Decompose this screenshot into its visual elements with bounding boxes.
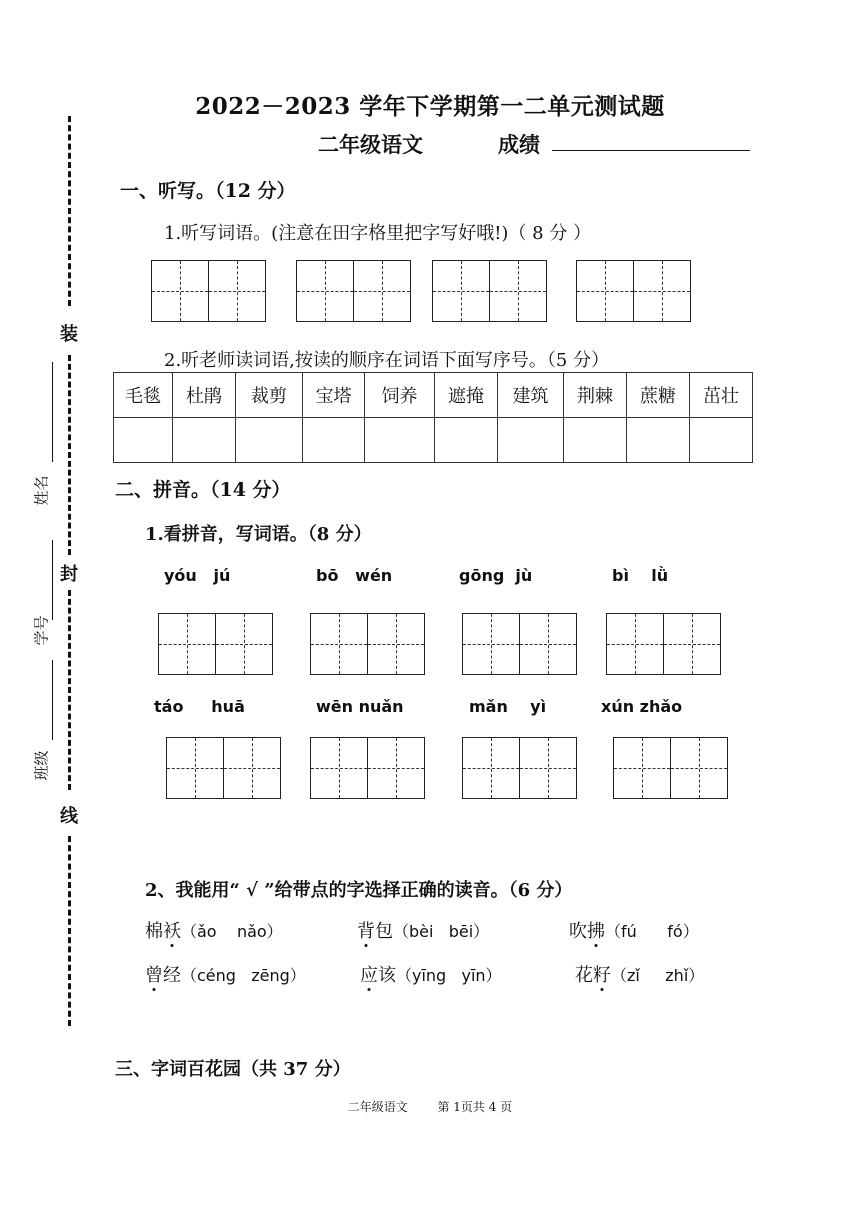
reading-options: （fú fó） (605, 922, 699, 941)
section2-q1: 1.看拼音，写词语。（8 分） (145, 524, 372, 545)
word-cell: 杜鹃 (173, 373, 236, 418)
reading-choice[interactable]: 吹拂（fú fó） (569, 917, 699, 943)
binding-dashes-top (68, 116, 71, 306)
name-field-label: 姓名 (32, 475, 51, 506)
word-cell: 毛毯 (114, 373, 173, 418)
dotted-char: 应 (360, 961, 378, 987)
pinyin-label: gōng jù (459, 566, 533, 585)
score-blank[interactable] (552, 150, 750, 151)
pinyin-grid-5[interactable] (166, 737, 281, 799)
word-cell: 裁剪 (236, 373, 303, 418)
word-cell: 宝塔 (303, 373, 365, 418)
name-write-line[interactable] (52, 362, 53, 462)
order-answer-cell[interactable] (303, 418, 365, 463)
dotted-char: 曾 (145, 961, 163, 987)
order-answer-cell[interactable] (690, 418, 753, 463)
pinyin-label: yóu jú (164, 566, 231, 585)
class-field-label: 班级 (32, 750, 51, 781)
class-write-line[interactable] (52, 660, 53, 740)
reading-options: （yīng yīn） (396, 966, 502, 985)
exam-title: 2022－2023 学年下学期第一二单元测试题 (195, 93, 665, 120)
section2-q2: 2、我能用“ √ ”给带点的字选择正确的读音。（6 分） (145, 880, 573, 901)
reading-choice[interactable]: 背包（bèi bēi） (357, 917, 489, 943)
pinyin-label: mǎn yì (469, 697, 547, 716)
subject-label: 二年级语文 (318, 132, 423, 157)
pinyin-label: xún zhǎo (601, 697, 683, 716)
order-answer-cell[interactable] (498, 418, 564, 463)
footer-subject: 二年级语文 (347, 1100, 408, 1114)
section1-q1: 1.听写词语。(注意在田字格里把字写好哦!)（ 8 分 ） (164, 223, 592, 244)
footer-page-number: 第 1页共 4 页 (437, 1100, 513, 1114)
dictation-grid-4[interactable] (576, 260, 691, 322)
order-answer-cell[interactable] (365, 418, 435, 463)
order-answer-cell[interactable] (173, 418, 236, 463)
pinyin-grid-7[interactable] (462, 737, 577, 799)
pinyin-label: bō wén (316, 566, 393, 585)
score-label: 成绩 (498, 132, 540, 157)
reading-options: （ǎo nǎo） (181, 922, 283, 941)
student-id-field-label: 学号 (32, 615, 51, 646)
reading-options: （céng zēng） (181, 966, 306, 985)
order-answer-cell[interactable] (564, 418, 627, 463)
order-answer-cell[interactable] (627, 418, 690, 463)
section1-heading: 一、听写。（12 分） (120, 180, 296, 202)
pinyin-label: bì lǜ (612, 566, 669, 585)
dictation-grid-3[interactable] (432, 260, 547, 322)
dictation-grid-2[interactable] (296, 260, 411, 322)
pinyin-grid-4[interactable] (606, 613, 721, 675)
reading-options: （zǐ zhǐ） (611, 966, 705, 985)
binding-mark-feng: 封 (60, 564, 78, 585)
pinyin-label: táo huā (154, 697, 245, 716)
order-answer-cell[interactable] (236, 418, 303, 463)
section3-heading: 三、字词百花园（共 37 分） (115, 1059, 351, 1080)
pinyin-grid-3[interactable] (462, 613, 577, 675)
reading-choice[interactable]: 曾经（céng zēng） (145, 961, 306, 987)
dotted-char: 袄 (163, 917, 181, 943)
pinyin-grid-2[interactable] (310, 613, 425, 675)
order-answer-cell[interactable] (435, 418, 498, 463)
reading-choice[interactable]: 应该（yīng yīn） (360, 961, 502, 987)
word-cell: 饲养 (365, 373, 435, 418)
section1-q2: 2.听老师读词语,按读的顺序在词语下面写序号。（5 分） (164, 350, 610, 371)
dotted-char: 背 (357, 917, 375, 943)
page-footer (0, 1098, 860, 1115)
pinyin-grid-8[interactable] (613, 737, 728, 799)
pinyin-label: wēn nuǎn (316, 697, 404, 716)
binding-dashes-mid-1 (68, 355, 71, 555)
dotted-char: 拂 (587, 917, 605, 943)
reading-options: （bèi bēi） (393, 922, 490, 941)
id-write-line[interactable] (52, 540, 53, 620)
word-cell: 荆棘 (564, 373, 627, 418)
word-cell: 茁壮 (690, 373, 753, 418)
pinyin-grid-1[interactable] (158, 613, 273, 675)
reading-choice[interactable]: 棉袄（ǎo nǎo） (145, 917, 283, 943)
section2-heading: 二、拼音。（14 分） (115, 479, 291, 501)
binding-mark-xian: 线 (60, 806, 78, 827)
order-answer-cell[interactable] (114, 418, 173, 463)
binding-mark-zhuang: 装 (60, 324, 78, 345)
word-cell: 建筑 (498, 373, 564, 418)
pinyin-grid-6[interactable] (310, 737, 425, 799)
binding-dashes-bottom (68, 836, 71, 1026)
word-cell: 遮掩 (435, 373, 498, 418)
binding-dashes-mid-2 (68, 590, 71, 790)
reading-choice[interactable]: 花籽（zǐ zhǐ） (575, 961, 704, 987)
word-cell: 蔗糖 (627, 373, 690, 418)
dictation-grid-1[interactable] (151, 260, 266, 322)
dotted-char: 籽 (593, 961, 611, 987)
word-order-table (113, 372, 753, 463)
